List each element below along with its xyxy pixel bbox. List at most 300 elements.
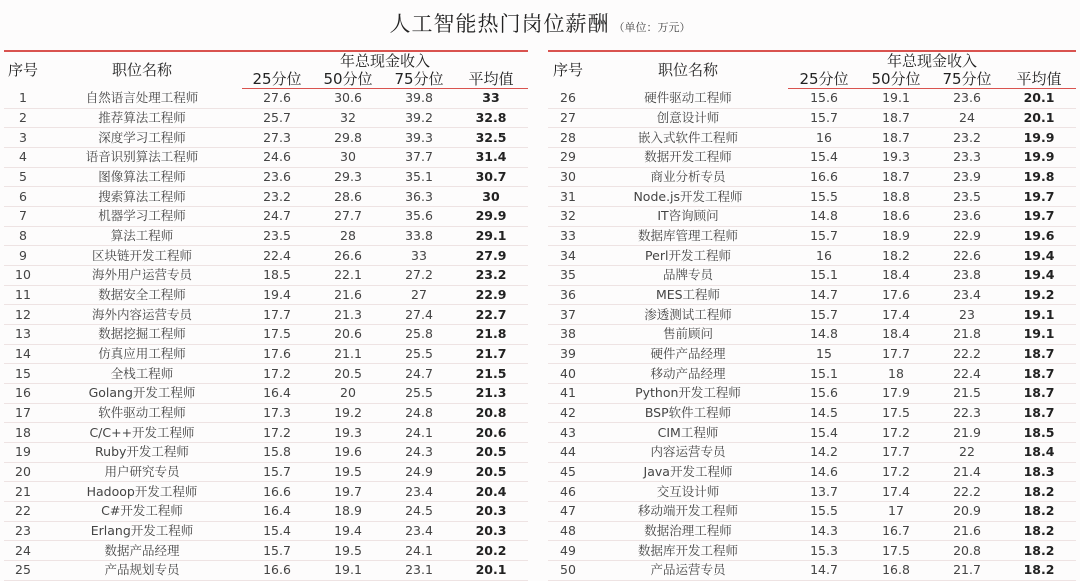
cell-p25: 17.6 bbox=[242, 344, 312, 364]
cell-seq: 18 bbox=[4, 423, 42, 443]
cell-p75: 20.9 bbox=[932, 502, 1002, 522]
cell-p50: 20 bbox=[312, 384, 384, 404]
cell-p75: 22 bbox=[932, 443, 1002, 463]
cell-p25: 15.1 bbox=[788, 266, 860, 286]
table-row bbox=[4, 364, 528, 384]
cell-seq: 50 bbox=[548, 561, 588, 581]
cell-seq: 37 bbox=[548, 305, 588, 325]
table-row bbox=[548, 403, 1076, 423]
cell-seq: 25 bbox=[4, 561, 42, 581]
cell-p50: 28.6 bbox=[312, 187, 384, 207]
cell-job-name: 数据挖掘工程师 bbox=[42, 325, 242, 345]
cell-p25: 15.7 bbox=[788, 108, 860, 128]
cell-seq: 15 bbox=[4, 364, 42, 384]
table-row bbox=[4, 187, 528, 207]
cell-job-name: 搜索算法工程师 bbox=[42, 187, 242, 207]
cell-avg: 20.2 bbox=[454, 541, 528, 561]
cell-p75: 22.2 bbox=[932, 344, 1002, 364]
cell-avg: 18.2 bbox=[1002, 521, 1076, 541]
cell-seq: 3 bbox=[4, 128, 42, 148]
table-row bbox=[548, 423, 1076, 443]
cell-p50: 18.9 bbox=[860, 226, 932, 246]
cell-seq: 47 bbox=[548, 502, 588, 522]
cell-avg: 19.9 bbox=[1002, 148, 1076, 168]
cell-avg: 20.1 bbox=[1002, 89, 1076, 109]
cell-p50: 32 bbox=[312, 108, 384, 128]
cell-seq: 23 bbox=[4, 521, 42, 541]
cell-p75: 21.9 bbox=[932, 423, 1002, 443]
table-row bbox=[4, 89, 528, 109]
cell-seq: 19 bbox=[4, 443, 42, 463]
cell-p25: 16.6 bbox=[788, 167, 860, 187]
table-row bbox=[548, 541, 1076, 561]
cell-p25: 15.3 bbox=[788, 541, 860, 561]
cell-p75: 20.8 bbox=[932, 541, 1002, 561]
cell-seq: 38 bbox=[548, 325, 588, 345]
cell-avg: 19.9 bbox=[1002, 128, 1076, 148]
cell-p25: 15.6 bbox=[788, 384, 860, 404]
cell-avg: 19.7 bbox=[1002, 207, 1076, 227]
cell-p50: 21.1 bbox=[312, 344, 384, 364]
cell-avg: 20.3 bbox=[454, 521, 528, 541]
cell-p25: 17.2 bbox=[242, 364, 312, 384]
cell-p50: 17.7 bbox=[860, 344, 932, 364]
cell-job-name: 渗透测试工程师 bbox=[588, 305, 788, 325]
cell-job-name: Java开发工程师 bbox=[588, 462, 788, 482]
header-group: 年总现金收入 bbox=[887, 52, 978, 70]
cell-job-name: Ruby开发工程师 bbox=[42, 443, 242, 463]
cell-p50: 29.8 bbox=[312, 128, 384, 148]
cell-p50: 19.5 bbox=[312, 541, 384, 561]
cell-p50: 19.3 bbox=[312, 423, 384, 443]
cell-p75: 35.6 bbox=[384, 207, 454, 227]
header-group: 年总现金收入 bbox=[340, 52, 431, 70]
cell-p75: 24.1 bbox=[384, 541, 454, 561]
cell-seq: 16 bbox=[4, 384, 42, 404]
unit-label: （单位：万元） bbox=[613, 21, 691, 34]
cell-seq: 20 bbox=[4, 462, 42, 482]
table-row bbox=[548, 207, 1076, 227]
cell-job-name: 海外用户运营专员 bbox=[42, 266, 242, 286]
cell-p75: 22.4 bbox=[932, 364, 1002, 384]
cell-seq: 12 bbox=[4, 305, 42, 325]
cell-p25: 16.6 bbox=[242, 482, 312, 502]
cell-seq: 43 bbox=[548, 423, 588, 443]
cell-p50: 16.7 bbox=[860, 521, 932, 541]
cell-p50: 19.3 bbox=[860, 148, 932, 168]
header-p75: 75分位 bbox=[384, 70, 454, 89]
cell-p75: 39.2 bbox=[384, 108, 454, 128]
cell-seq: 6 bbox=[4, 187, 42, 207]
cell-seq: 7 bbox=[4, 207, 42, 227]
cell-p50: 21.3 bbox=[312, 305, 384, 325]
cell-p50: 18.9 bbox=[312, 502, 384, 522]
cell-job-name: 深度学习工程师 bbox=[42, 128, 242, 148]
table-row bbox=[548, 502, 1076, 522]
cell-job-name: 交互设计师 bbox=[588, 482, 788, 502]
header-p50: 50分位 bbox=[312, 70, 384, 89]
cell-p25: 14.8 bbox=[788, 325, 860, 345]
cell-p25: 17.5 bbox=[242, 325, 312, 345]
cell-p25: 27.6 bbox=[242, 89, 312, 109]
cell-p75: 37.7 bbox=[384, 148, 454, 168]
cell-job-name: 数据安全工程师 bbox=[42, 285, 242, 305]
cell-seq: 24 bbox=[4, 541, 42, 561]
cell-avg: 18.2 bbox=[1002, 482, 1076, 502]
cell-p75: 25.5 bbox=[384, 384, 454, 404]
cell-job-name: 移动端开发工程师 bbox=[588, 502, 788, 522]
cell-avg: 20.5 bbox=[454, 462, 528, 482]
cell-p50: 19.7 bbox=[312, 482, 384, 502]
table-row bbox=[548, 561, 1076, 581]
cell-p50: 18.4 bbox=[860, 266, 932, 286]
cell-avg: 30.7 bbox=[454, 167, 528, 187]
cell-p75: 27.2 bbox=[384, 266, 454, 286]
cell-job-name: MES工程师 bbox=[588, 285, 788, 305]
cell-p75: 23.2 bbox=[932, 128, 1002, 148]
cell-p75: 23.8 bbox=[932, 266, 1002, 286]
table-row bbox=[4, 344, 528, 364]
table-row bbox=[4, 443, 528, 463]
cell-p75: 22.6 bbox=[932, 246, 1002, 266]
cell-p50: 30.6 bbox=[312, 89, 384, 109]
cell-avg: 21.8 bbox=[454, 325, 528, 345]
cell-job-name: Perl开发工程师 bbox=[588, 246, 788, 266]
header-avg: 平均值 bbox=[1002, 70, 1076, 89]
table-row bbox=[548, 266, 1076, 286]
table-row bbox=[4, 325, 528, 345]
cell-seq: 5 bbox=[4, 167, 42, 187]
cell-p25: 24.6 bbox=[242, 148, 312, 168]
cell-p25: 16 bbox=[788, 246, 860, 266]
cell-seq: 17 bbox=[4, 403, 42, 423]
cell-job-name: 数据开发工程师 bbox=[588, 148, 788, 168]
table-row bbox=[548, 325, 1076, 345]
header-avg: 平均值 bbox=[454, 70, 528, 89]
cell-p75: 23.4 bbox=[384, 521, 454, 541]
header-p25: 25分位 bbox=[788, 70, 860, 89]
cell-p25: 15.4 bbox=[242, 521, 312, 541]
cell-p50: 17 bbox=[860, 502, 932, 522]
cell-p75: 21.6 bbox=[932, 521, 1002, 541]
cell-p75: 22.3 bbox=[932, 403, 1002, 423]
cell-avg: 18.2 bbox=[1002, 561, 1076, 581]
cell-p75: 24.8 bbox=[384, 403, 454, 423]
cell-seq: 13 bbox=[4, 325, 42, 345]
cell-avg: 29.1 bbox=[454, 226, 528, 246]
cell-p25: 15.7 bbox=[788, 305, 860, 325]
cell-p25: 15.7 bbox=[788, 226, 860, 246]
cell-seq: 35 bbox=[548, 266, 588, 286]
cell-p50: 22.1 bbox=[312, 266, 384, 286]
cell-p50: 29.3 bbox=[312, 167, 384, 187]
cell-job-name: 软件驱动工程师 bbox=[42, 403, 242, 423]
cell-avg: 19.2 bbox=[1002, 285, 1076, 305]
cell-job-name: CIM工程师 bbox=[588, 423, 788, 443]
cell-p50: 17.2 bbox=[860, 462, 932, 482]
table-row bbox=[548, 521, 1076, 541]
cell-job-name: 硬件驱动工程师 bbox=[588, 89, 788, 109]
cell-avg: 22.9 bbox=[454, 285, 528, 305]
cell-p75: 23.3 bbox=[932, 148, 1002, 168]
cell-seq: 46 bbox=[548, 482, 588, 502]
cell-p50: 17.5 bbox=[860, 403, 932, 423]
cell-avg: 19.1 bbox=[1002, 325, 1076, 345]
cell-avg: 32.8 bbox=[454, 108, 528, 128]
cell-seq: 21 bbox=[4, 482, 42, 502]
cell-avg: 18.7 bbox=[1002, 403, 1076, 423]
table-row bbox=[548, 108, 1076, 128]
cell-p75: 27 bbox=[384, 285, 454, 305]
table-row bbox=[548, 89, 1076, 109]
cell-seq: 45 bbox=[548, 462, 588, 482]
cell-avg: 18.7 bbox=[1002, 384, 1076, 404]
cell-job-name: 硬件产品经理 bbox=[588, 344, 788, 364]
cell-p50: 18.4 bbox=[860, 325, 932, 345]
cell-seq: 33 bbox=[548, 226, 588, 246]
cell-p75: 22.9 bbox=[932, 226, 1002, 246]
cell-p25: 14.7 bbox=[788, 285, 860, 305]
table-row bbox=[4, 502, 528, 522]
cell-p75: 24 bbox=[932, 108, 1002, 128]
cell-job-name: 产品规划专员 bbox=[42, 561, 242, 581]
cell-seq: 26 bbox=[548, 89, 588, 109]
cell-job-name: 图像算法工程师 bbox=[42, 167, 242, 187]
cell-p25: 15.5 bbox=[788, 187, 860, 207]
cell-avg: 18.4 bbox=[1002, 443, 1076, 463]
cell-p50: 19.1 bbox=[860, 89, 932, 109]
cell-p50: 19.5 bbox=[312, 462, 384, 482]
header-p50: 50分位 bbox=[860, 70, 932, 89]
cell-job-name: C/C++开发工程师 bbox=[42, 423, 242, 443]
cell-p50: 20.5 bbox=[312, 364, 384, 384]
cell-p25: 25.7 bbox=[242, 108, 312, 128]
cell-p75: 23.6 bbox=[932, 89, 1002, 109]
cell-seq: 48 bbox=[548, 521, 588, 541]
table-row bbox=[4, 482, 528, 502]
cell-avg: 21.3 bbox=[454, 384, 528, 404]
table-row bbox=[548, 305, 1076, 325]
header-p25: 25分位 bbox=[242, 70, 312, 89]
table-row bbox=[4, 148, 528, 168]
cell-job-name: 海外内容运营专员 bbox=[42, 305, 242, 325]
page-title bbox=[0, 8, 1080, 38]
cell-p25: 18.5 bbox=[242, 266, 312, 286]
cell-p50: 18.2 bbox=[860, 246, 932, 266]
cell-p50: 17.4 bbox=[860, 305, 932, 325]
cell-p75: 24.9 bbox=[384, 462, 454, 482]
cell-p25: 16.4 bbox=[242, 502, 312, 522]
cell-p50: 19.1 bbox=[312, 561, 384, 581]
cell-avg: 19.4 bbox=[1002, 246, 1076, 266]
cell-seq: 9 bbox=[4, 246, 42, 266]
header-seq: 序号 bbox=[552, 61, 583, 80]
cell-job-name: 产品运营专员 bbox=[588, 561, 788, 581]
cell-avg: 20.1 bbox=[1002, 108, 1076, 128]
table-row bbox=[548, 384, 1076, 404]
cell-job-name: 售前顾问 bbox=[588, 325, 788, 345]
cell-p50: 17.9 bbox=[860, 384, 932, 404]
cell-avg: 21.7 bbox=[454, 344, 528, 364]
cell-avg: 23.2 bbox=[454, 266, 528, 286]
cell-p50: 20.6 bbox=[312, 325, 384, 345]
table-row bbox=[548, 443, 1076, 463]
cell-p50: 16.8 bbox=[860, 561, 932, 581]
cell-seq: 31 bbox=[548, 187, 588, 207]
cell-job-name: IT咨询顾问 bbox=[588, 207, 788, 227]
cell-p75: 23.6 bbox=[932, 207, 1002, 227]
header-name: 职位名称 bbox=[657, 61, 718, 80]
table-row bbox=[4, 108, 528, 128]
table-row bbox=[4, 423, 528, 443]
cell-p50: 17.5 bbox=[860, 541, 932, 561]
cell-seq: 39 bbox=[548, 344, 588, 364]
cell-seq: 41 bbox=[548, 384, 588, 404]
cell-seq: 8 bbox=[4, 226, 42, 246]
cell-avg: 18.3 bbox=[1002, 462, 1076, 482]
table-row bbox=[548, 285, 1076, 305]
cell-p75: 27.4 bbox=[384, 305, 454, 325]
table-row bbox=[548, 364, 1076, 384]
cell-p25: 15.7 bbox=[242, 541, 312, 561]
cell-p25: 17.3 bbox=[242, 403, 312, 423]
cell-job-name: Python开发工程师 bbox=[588, 384, 788, 404]
cell-p75: 23.9 bbox=[932, 167, 1002, 187]
cell-p25: 15.7 bbox=[242, 462, 312, 482]
cell-job-name: 内容运营专员 bbox=[588, 443, 788, 463]
table-row bbox=[4, 521, 528, 541]
table-row bbox=[4, 305, 528, 325]
cell-p50: 27.7 bbox=[312, 207, 384, 227]
cell-p75: 35.1 bbox=[384, 167, 454, 187]
cell-avg: 33 bbox=[454, 89, 528, 109]
cell-p50: 26.6 bbox=[312, 246, 384, 266]
cell-avg: 27.9 bbox=[454, 246, 528, 266]
cell-p25: 15 bbox=[788, 344, 860, 364]
cell-p75: 23 bbox=[932, 305, 1002, 325]
cell-p75: 21.8 bbox=[932, 325, 1002, 345]
cell-job-name: Erlang开发工程师 bbox=[42, 521, 242, 541]
cell-p25: 15.8 bbox=[242, 443, 312, 463]
salary-table-left bbox=[4, 50, 528, 581]
cell-p75: 21.7 bbox=[932, 561, 1002, 581]
table-row bbox=[4, 167, 528, 187]
cell-job-name: 算法工程师 bbox=[42, 226, 242, 246]
cell-job-name: 全栈工程师 bbox=[42, 364, 242, 384]
cell-p50: 18.7 bbox=[860, 128, 932, 148]
cell-avg: 20.5 bbox=[454, 443, 528, 463]
cell-p25: 17.2 bbox=[242, 423, 312, 443]
table-row bbox=[548, 167, 1076, 187]
table-row bbox=[4, 462, 528, 482]
cell-seq: 4 bbox=[4, 148, 42, 168]
cell-p50: 30 bbox=[312, 148, 384, 168]
cell-avg: 18.2 bbox=[1002, 541, 1076, 561]
cell-p75: 24.5 bbox=[384, 502, 454, 522]
cell-avg: 20.3 bbox=[454, 502, 528, 522]
cell-p50: 19.6 bbox=[312, 443, 384, 463]
cell-p25: 16.6 bbox=[242, 561, 312, 581]
cell-p25: 14.8 bbox=[788, 207, 860, 227]
cell-p25: 23.5 bbox=[242, 226, 312, 246]
cell-job-name: 用户研究专员 bbox=[42, 462, 242, 482]
cell-p25: 14.5 bbox=[788, 403, 860, 423]
cell-p25: 14.6 bbox=[788, 462, 860, 482]
cell-seq: 40 bbox=[548, 364, 588, 384]
salary-table-right bbox=[548, 50, 1076, 581]
cell-seq: 42 bbox=[548, 403, 588, 423]
cell-seq: 28 bbox=[548, 128, 588, 148]
cell-p25: 16 bbox=[788, 128, 860, 148]
cell-avg: 31.4 bbox=[454, 148, 528, 168]
cell-p25: 15.5 bbox=[788, 502, 860, 522]
cell-seq: 1 bbox=[4, 89, 42, 109]
cell-p25: 23.2 bbox=[242, 187, 312, 207]
cell-p50: 18.7 bbox=[860, 167, 932, 187]
cell-avg: 19.8 bbox=[1002, 167, 1076, 187]
table-row bbox=[4, 285, 528, 305]
cell-p25: 13.7 bbox=[788, 482, 860, 502]
cell-p25: 27.3 bbox=[242, 128, 312, 148]
table-row bbox=[548, 148, 1076, 168]
table-row bbox=[4, 246, 528, 266]
cell-job-name: C#开发工程师 bbox=[42, 502, 242, 522]
cell-p25: 17.7 bbox=[242, 305, 312, 325]
cell-seq: 2 bbox=[4, 108, 42, 128]
table-row bbox=[548, 482, 1076, 502]
cell-p75: 24.3 bbox=[384, 443, 454, 463]
table-row bbox=[4, 541, 528, 561]
cell-p75: 21.4 bbox=[932, 462, 1002, 482]
cell-p75: 39.3 bbox=[384, 128, 454, 148]
cell-p50: 17.7 bbox=[860, 443, 932, 463]
table-row bbox=[4, 226, 528, 246]
cell-p50: 19.4 bbox=[312, 521, 384, 541]
cell-p75: 22.2 bbox=[932, 482, 1002, 502]
cell-avg: 20.4 bbox=[454, 482, 528, 502]
cell-p75: 21.5 bbox=[932, 384, 1002, 404]
table-row bbox=[4, 128, 528, 148]
cell-p50: 21.6 bbox=[312, 285, 384, 305]
title-text: 人工智能热门岗位薪酬 bbox=[389, 12, 610, 36]
cell-job-name: 数据库开发工程师 bbox=[588, 541, 788, 561]
cell-p50: 18.8 bbox=[860, 187, 932, 207]
cell-p25: 14.3 bbox=[788, 521, 860, 541]
table-row bbox=[4, 266, 528, 286]
table-row bbox=[548, 128, 1076, 148]
cell-seq: 27 bbox=[548, 108, 588, 128]
cell-job-name: Hadoop开发工程师 bbox=[42, 482, 242, 502]
table-row bbox=[4, 561, 528, 581]
cell-job-name: Golang开发工程师 bbox=[42, 384, 242, 404]
cell-job-name: 商业分析专员 bbox=[588, 167, 788, 187]
cell-p25: 14.2 bbox=[788, 443, 860, 463]
cell-p50: 17.4 bbox=[860, 482, 932, 502]
cell-job-name: Node.js开发工程师 bbox=[588, 187, 788, 207]
cell-avg: 18.7 bbox=[1002, 344, 1076, 364]
cell-avg: 19.4 bbox=[1002, 266, 1076, 286]
cell-avg: 18.7 bbox=[1002, 364, 1076, 384]
cell-p75: 36.3 bbox=[384, 187, 454, 207]
table-row bbox=[4, 403, 528, 423]
cell-seq: 11 bbox=[4, 285, 42, 305]
cell-p75: 23.1 bbox=[384, 561, 454, 581]
cell-p25: 24.7 bbox=[242, 207, 312, 227]
cell-job-name: 语音识别算法工程师 bbox=[42, 148, 242, 168]
cell-seq: 29 bbox=[548, 148, 588, 168]
cell-p50: 18 bbox=[860, 364, 932, 384]
cell-p75: 23.4 bbox=[384, 482, 454, 502]
